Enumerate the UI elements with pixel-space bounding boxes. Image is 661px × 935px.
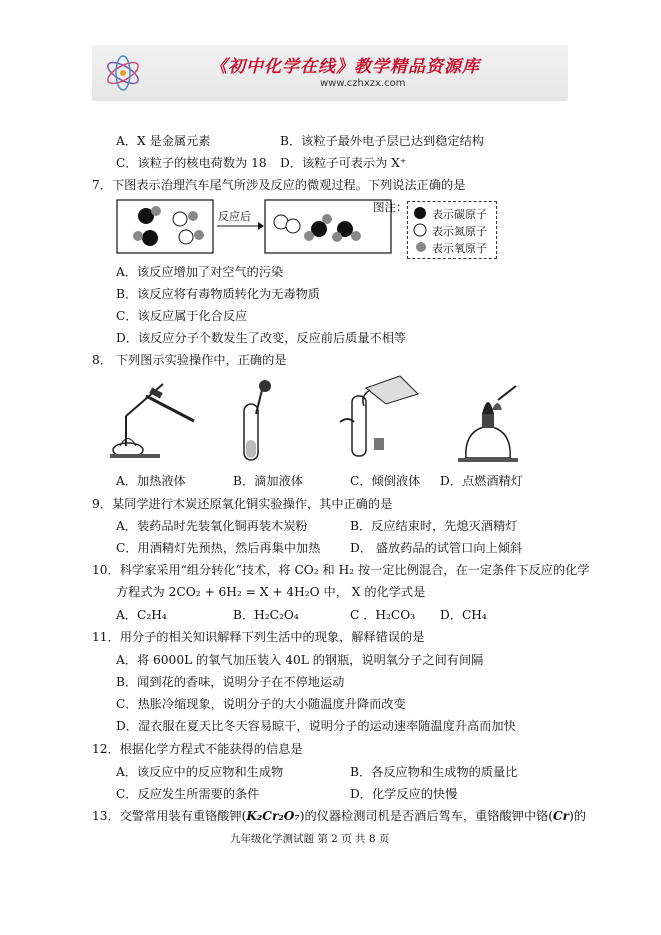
q13-element: Cr: [552, 809, 570, 823]
before-box: [117, 200, 213, 253]
q9-option-d: D． 盛放药品的试管口向上倾斜: [350, 541, 523, 555]
q8-option-b: B．滴加液体: [233, 474, 303, 488]
q13-stem: [92, 808, 586, 824]
q7-option-b: B．该反应将有毒物质转化为无毒物质: [116, 287, 320, 301]
q7-stem: 7．下图表示治理汽车尾气所涉及反应的微观过程。下列说法正确的是: [92, 178, 466, 192]
legend-carbon-label: 表示碳原子: [432, 208, 487, 221]
page-footer: 九年级化学测试题 第 2 页 共 8 页: [230, 833, 390, 845]
oxygen-atom-icon: [194, 230, 204, 240]
q6-option-b: B．该粒子最外电子层已达到稳定结构: [280, 134, 484, 148]
q13-stem-end: )的: [569, 809, 587, 823]
oxygen-atom-icon: [415, 241, 427, 253]
q11-option-b: B．闻到花的香味，说明分子在不停地运动: [116, 675, 345, 689]
q11-stem: 11．用分子的相关知识解释下列生活中的现象，解释错误的是: [92, 630, 425, 644]
nitrogen-atom-icon: [413, 223, 427, 237]
legend-title: 图注：: [373, 200, 408, 214]
pouring-liquid-image: [330, 374, 426, 466]
oxygen-atom-icon: [332, 232, 342, 242]
atom-logo-icon: [102, 53, 144, 93]
q7-option-d: D．该反应分子个数发生了改变，反应前后质量不相等: [116, 331, 407, 345]
q10-stem-line2: 方程式为 2CO₂ + 6H₂ = X + 4H₂O 中， X 的化学式是: [116, 585, 426, 599]
q9-stem: 9．某同学进行木炭还原氧化铜实验操作，其中正确的是: [92, 497, 393, 511]
q13-stem-start: 13．交警常用装有重铬酸钾(: [92, 809, 247, 823]
banner-title: 《初中化学在线》教学精品资源库: [210, 57, 480, 77]
q12-option-a: A．该反应中的反应物和生成物: [116, 765, 284, 779]
nitrogen-atom-icon: [179, 230, 193, 244]
q11-option-a: A．将 6000L 的氧气加压装入 40L 的钢瓶，说明氧分子之间有间隔: [116, 653, 484, 667]
legend-box: [407, 201, 497, 259]
oxygen-atom-icon: [304, 231, 314, 241]
q7-option-c: C．该反应属于化合反应: [116, 309, 248, 323]
q12-option-d: D．化学反应的快慢: [350, 787, 458, 801]
lighting-lamp-image: [452, 380, 526, 464]
q13-formula: K₂Cr₂O₇: [246, 809, 300, 823]
oxygen-atom-icon: [188, 211, 198, 221]
carbon-atom-icon: [142, 230, 158, 246]
legend-nitrogen-label: 表示氮原子: [432, 225, 487, 238]
q9-option-a: A．装药品时先装氧化铜再装木炭粉: [116, 519, 308, 533]
q11-option-c: C．热胀冷缩现象，说明分子的大小随温度升降而改变: [116, 697, 406, 711]
q10-option-b: B．H₂C₂O₄: [233, 608, 299, 622]
q9-option-c: C．用酒精灯先预热，然后再集中加热: [116, 541, 321, 555]
q9-option-b: B．反应结束时，先熄灭酒精灯: [350, 519, 518, 533]
reaction-diagram: [116, 199, 396, 255]
banner-url: www.czhxzx.com: [320, 78, 406, 89]
q8-stem: 8． 下列图示实验操作中，正确的是: [92, 353, 287, 367]
q11-option-d: D．湿衣服在夏天比冬天容易晾干，说明分子的运动速率随温度升高而加快: [116, 719, 516, 733]
q12-option-b: B．各反应物和生成物的质量比: [350, 765, 518, 779]
q13-stem-mid: )的仪器检测司机是否酒后驾车，重铬酸钾中铬(: [299, 809, 553, 823]
q8-option-c: C．倾倒液体: [350, 474, 421, 488]
nitrogen-atom-icon: [286, 219, 300, 233]
q12-stem: 12．根据化学方程式不能获得的信息是: [92, 742, 303, 756]
q8-option-d: D．点燃酒精灯: [440, 474, 523, 488]
q10-option-d: D．CH₄: [440, 608, 487, 622]
oxygen-atom-icon: [133, 231, 143, 241]
oxygen-atom-icon: [151, 206, 161, 216]
q10-option-a: A．C₂H₄: [116, 608, 167, 622]
q6-option-a: A．X 是金属元素: [116, 134, 211, 148]
q6-option-d: D．该粒子可表示为 X⁺: [280, 156, 407, 170]
q6-option-c: C．该粒子的核电荷数为 18: [116, 156, 267, 170]
header-banner: [92, 45, 568, 101]
q10-option-c: C ．H₂CO₃: [350, 608, 416, 622]
reaction-arrow-label: 反应后: [218, 210, 251, 223]
q8-option-a: A．加热液体: [116, 474, 186, 488]
dropping-liquid-image: [236, 378, 276, 466]
oxygen-atom-icon: [351, 231, 361, 241]
q7-option-a: A．该反应增加了对空气的污染: [116, 265, 284, 279]
nitrogen-atom-icon: [173, 212, 187, 226]
legend-oxygen-label: 表示氧原子: [432, 242, 487, 255]
oxygen-atom-icon: [322, 214, 332, 224]
carbon-atom-icon: [413, 206, 427, 220]
q10-stem-line1: 10．科学家采用“组分转化”技术，将 CO₂ 和 H₂ 按一定比例混合，在一定条件下反应的化学: [92, 563, 590, 577]
heating-liquid-image: [108, 376, 200, 462]
q12-option-c: C．反应发生所需要的条件: [116, 787, 260, 801]
